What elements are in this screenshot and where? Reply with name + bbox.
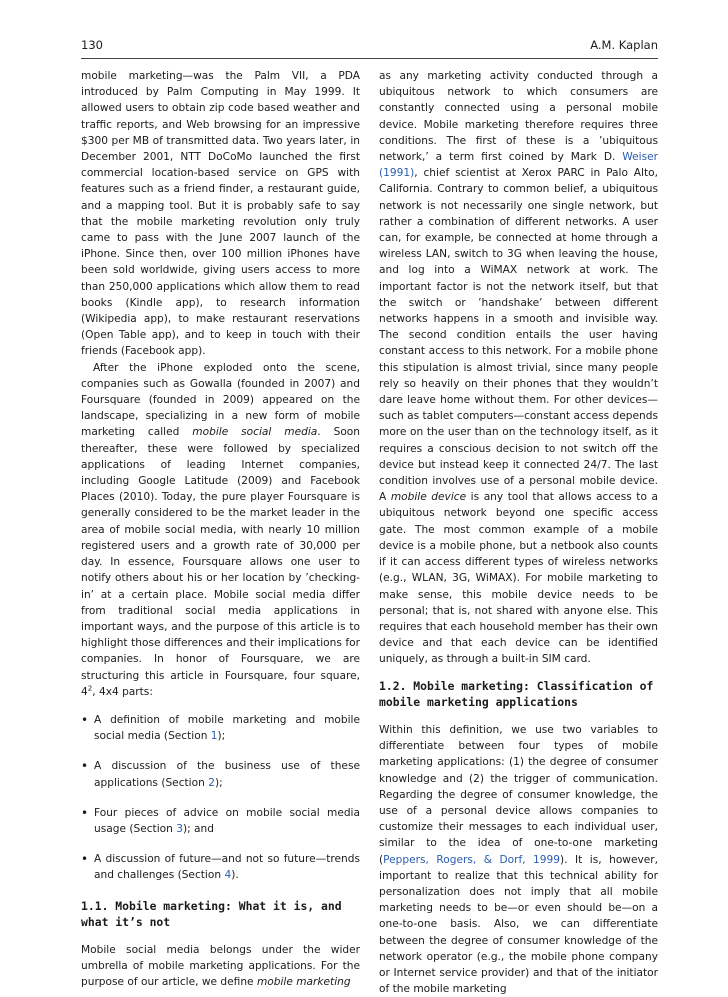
citation-peppers-1999[interactable]: Peppers, Rogers, & Dorf, 1999 — [383, 853, 561, 866]
list-item — [81, 805, 360, 837]
page-number: 130 — [81, 38, 103, 52]
term-mobile-marketing: mobile marketing — [256, 976, 351, 989]
section-link-1[interactable]: 1 — [210, 730, 218, 743]
left-paragraph-3 — [81, 942, 360, 991]
running-author: A.M. Kaplan — [590, 38, 658, 52]
right-column — [379, 68, 658, 997]
list-item-tail: ); — [214, 776, 223, 789]
term-mobile-device: mobile device — [390, 491, 467, 504]
right-p1-text-end: is any tool that allows access to a ubiquitous network beyond one specific access gate. The most common example of a mobile device is a mobile phone, but a netbook also counts if it can access different types of wireless networks (e.g., WLAN, 3G, WiMAX). For mobile marketing to make sense, this mobile device needs to be personal; that is, not shared with anyone else. This requires that each household member has their own device and that each device can be identified uniquely, as through a built-in SIM card. — [379, 491, 658, 666]
list-item-tail: ); — [217, 730, 226, 743]
list-item-text: A discussion of future—and not so future—trends and challenges (Section — [94, 853, 360, 882]
section-link-4[interactable]: 4 — [224, 869, 232, 882]
left-p2-text: After the iPhone exploded onto the scene, companies such as Gowalla (founded in 2007) and Foursquare (founded in 2009) appeared on the landscape, specializing in a new form of mobile marketing called — [81, 361, 360, 439]
right-p2-text-cont: ). It is, however, important to realize that this technical ability for personalization does not imply that all mobile marketing needs to be—or even should be—on a one-to-one basis. Also, we can differentiate between the degree of consumer knowledge of the network operator (e.g., the mobile phone company or Internet service provider) and that of the initiator of the mobile marketing — [379, 853, 658, 996]
right-p1-text-cont: , chief scientist at Xerox PARC in Palo Alto, California. Contrary to common belief, a ubiquitous network is not necessarily one single network, but rather a combination of different networks. A user can, for example, be connected at home through a wireless LAN, switch to 3G when leaving the house, and log into a WiMAX network at work. The important factor is not the network itself, but that the switch or ’handshake’ between different networks happens in a smooth and invisible way. The second condition entails the user having constant access to this network. For a mobile phone this stipulation is almost trivial, since many people rely so heavily on their phones that they wouldn’t dare leave home without them. For other devices—such as tablet computers—constant access depends more on the user than on the technology itself, as it requires a conscious decision to not switch off the device but instead keep it connected 24/7. The last condition involves use of a personal mobile device. A — [379, 167, 659, 504]
right-paragraph-2 — [379, 722, 658, 997]
section-heading-1-2: 1.2. Mobile marketing: Classification of mobile marketing applications — [379, 678, 654, 709]
list-item-text: A definition of mobile marketing and mobile social media (Section — [94, 713, 360, 743]
bullet-icon: • — [81, 852, 89, 867]
list-item-tail: ). — [231, 869, 239, 882]
list-item — [81, 851, 360, 883]
left-p3-text: Mobile social media belongs under the wider umbrella of mobile marketing applications. For the purpose of our article, we define — [81, 943, 360, 989]
header-rule — [81, 58, 658, 59]
bullet-icon: • — [81, 759, 89, 774]
running-header — [81, 38, 658, 52]
superscript: 2 — [87, 684, 93, 693]
list-item-text: Four pieces of advice on mobile social media usage (Section — [94, 806, 360, 835]
section-link-2[interactable]: 2 — [208, 776, 215, 789]
list-item — [81, 712, 360, 744]
section-heading-1-1: 1.1. Mobile marketing: What it is, and what it’s not — [81, 898, 342, 929]
section-link-3[interactable]: 3 — [176, 822, 183, 835]
left-p2-text-cont: . Soon thereafter, these were followed by specialized applications of leading Internet companies, including Google Latitude (2009) and Facebook Places (2010). Today, the pure player Foursquare is generally considered to be the market leader in the area of mobile social media, with nearly 10 million registered users and a growth rate of 30,000 per day. In essence, Foursquare allows one user to notify others about his or her location by ’checking-in’ at a certain place. Mobile social media differ from traditional social media applications in important ways, and the purpose of this article is to highlight those differences and their implications for companies. In honor of Foursquare, we are structuring this article in Foursquare, four square, 4 — [81, 426, 360, 698]
term-mobile-social-media: mobile social media — [192, 426, 318, 439]
right-paragraph-1 — [379, 68, 658, 668]
right-p1-text: as any marketing activity conducted through a ubiquitous network to which consumers are constantly connected using a personal mobile device. Mobile marketing therefore requires three conditions. The first of these is a ’ubiquitous network,’ a term first coined by Mark D. — [379, 70, 658, 164]
list-item-tail: ); and — [182, 822, 214, 835]
left-p1-text: mobile marketing—was the Palm VII, a PDA introduced by Palm Computing in May 1999. It allowed users to obtain zip code based weather and traffic reports, and Web browsing for an impressive $300 per MB of transmitted data. Two years later, in December 2001, NTT DoCoMo launched the first commercial location-based service on GPS with features such as a friend finder, a restaurant guide, and a mapping tool. But it is probably safe to say that the mobile marketing revolution only truly came to pass with the June 2007 launch of the iPhone. Since then, over 100 million iPhones have been sold worldwide, giving users access to more than 250,000 applications which allow them to read books (Kindle app), to research information (Wikipedia app), to make restaurant reservations (Open Table app), and to keep in touch with their friends (Facebook app). — [81, 70, 360, 358]
left-paragraph-1 — [81, 68, 360, 360]
citation-weiser-1991[interactable]: Weiser (1991) — [379, 151, 658, 180]
list-item — [81, 758, 360, 790]
bullet-icon: • — [81, 712, 89, 727]
list-item-text: A discussion of the business use of these applications (Section — [94, 760, 360, 789]
left-p2-end: , 4x4 parts: — [92, 685, 153, 698]
left-paragraph-2 — [81, 360, 360, 700]
right-p2-text: Within this definition, we use two variables to differentiate between four types of mobile marketing applications: (1) the degree of consumer knowledge and (2) the trigger of communication. Regarding the degree of consumer knowledge, the use of a personal device allows companies to customize their messages to each individual user, similar to the idea of one-to-one marketing ( — [379, 723, 658, 866]
bullet-icon: • — [81, 805, 89, 820]
left-column — [81, 68, 360, 991]
section-list — [81, 712, 360, 884]
